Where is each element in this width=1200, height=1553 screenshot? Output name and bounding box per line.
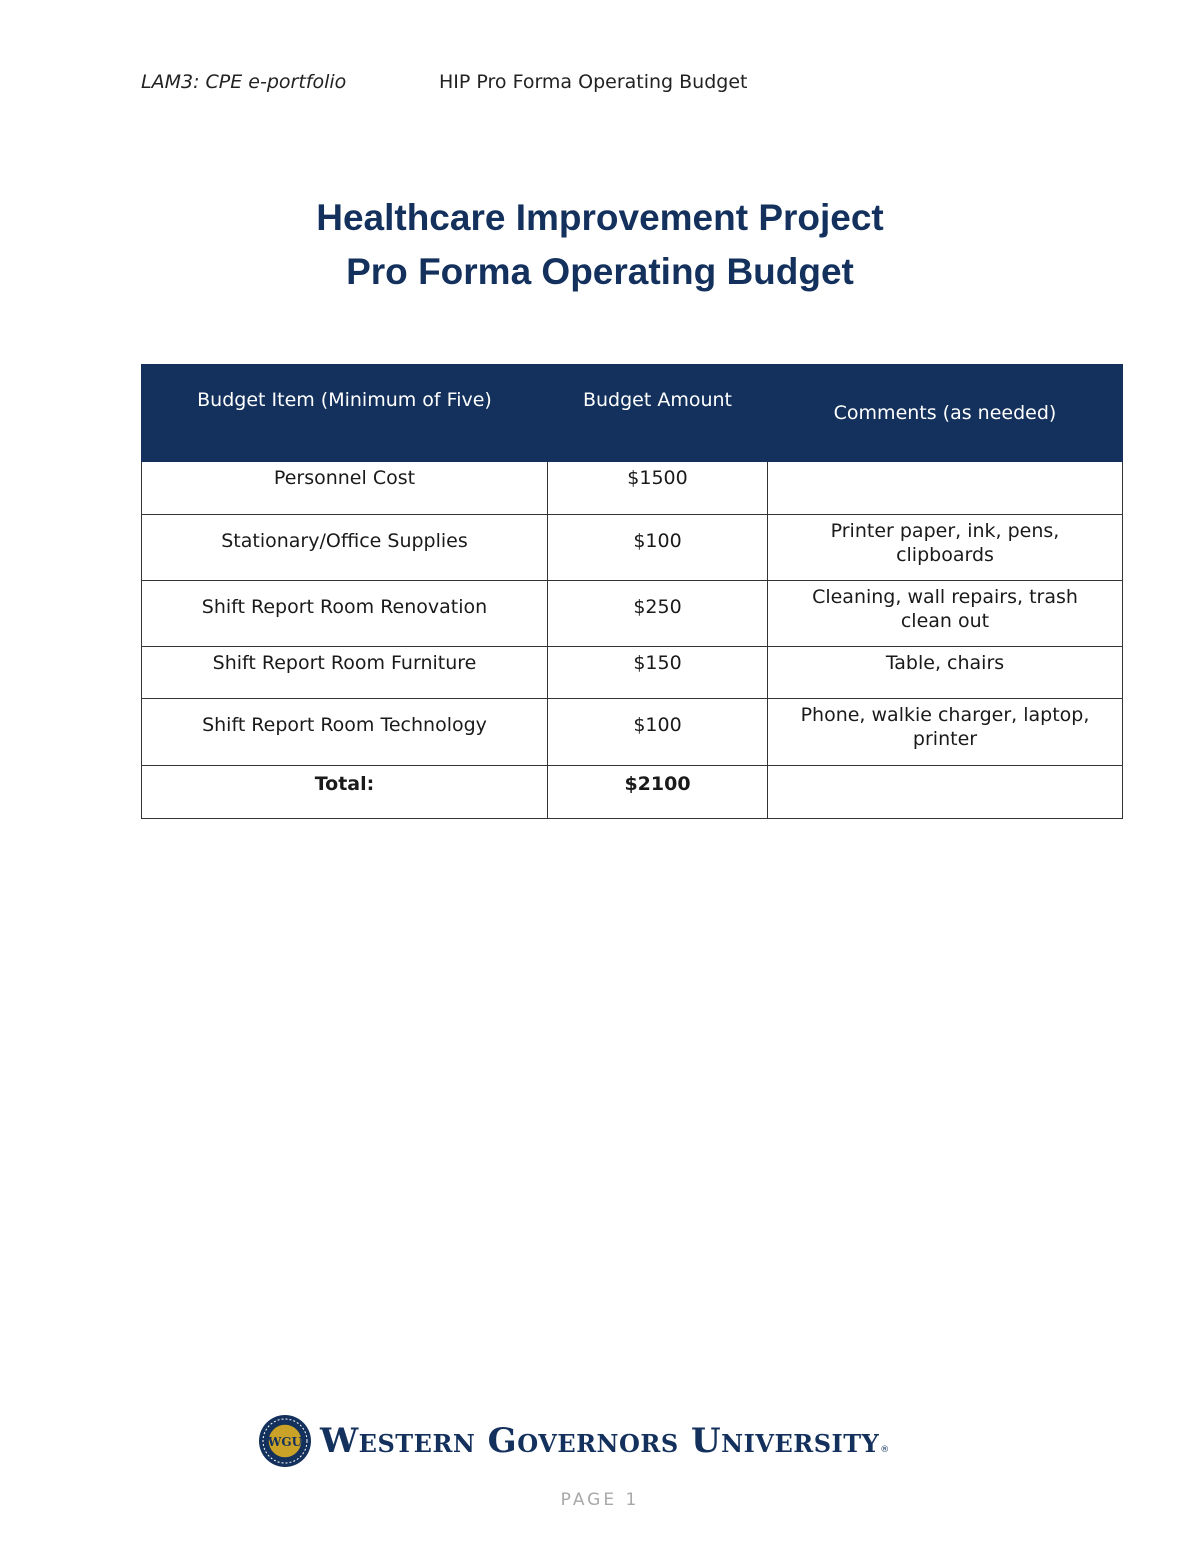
comment-line: Printer paper, ink, pens, [830,520,1060,542]
budget-table [141,364,1123,819]
registered-mark: ® [880,1445,890,1455]
comment-line: Table, chairs [885,652,1005,674]
column-header-budget-item: Budget Item (Minimum of Five) [142,365,548,462]
table-row [142,515,1123,581]
total-comment-cell [768,766,1123,819]
university-name: Western Governors University [320,1421,880,1461]
comment-cell [768,581,1123,647]
budget-amount-cell: $250 [548,581,768,647]
comment-line: clean out [900,610,990,632]
budget-item-cell: Stationary/Office Supplies [142,515,548,581]
budget-amount-cell: $100 [548,699,768,766]
university-seal-icon [258,1414,312,1468]
seal-monogram: WGU [267,1435,303,1449]
table-row [142,581,1123,647]
comment-cell [768,462,1123,515]
table-row [142,462,1123,515]
header-document-label: HIP Pro Forma Operating Budget [439,71,748,93]
table-row [142,699,1123,766]
page-title-line-1: Healthcare Improvement Project [316,197,884,238]
comment-line: Phone, walkie charger, laptop, [800,704,1090,726]
page-number: PAGE 1 [560,1490,640,1510]
budget-item-cell: Shift Report Room Renovation [142,581,548,647]
column-header-comments: Comments (as needed) [768,365,1123,462]
comment-cell [768,647,1123,699]
budget-item-cell: Shift Report Room Technology [142,699,548,766]
total-amount-cell: $2100 [548,766,768,819]
total-label-cell: Total: [142,766,548,819]
wgu-logo [258,1413,889,1469]
table-row [142,647,1123,699]
budget-item-cell: Personnel Cost [142,462,548,515]
comment-line: Cleaning, wall repairs, trash [812,586,1078,608]
comment-line: printer [912,728,978,750]
comment-cell [768,699,1123,766]
budget-amount-cell: $150 [548,647,768,699]
page-title-line-2: Pro Forma Operating Budget [346,251,854,292]
budget-item-cell: Shift Report Room Furniture [142,647,548,699]
budget-amount-cell: $100 [548,515,768,581]
table-header-row [142,365,1123,462]
comment-line: clipboards [896,544,994,566]
budget-amount-cell: $1500 [548,462,768,515]
comment-cell [768,515,1123,581]
table-total-row [142,766,1123,819]
header-course-label: LAM3: CPE e-portfolio [141,71,347,93]
column-header-budget-amount: Budget Amount [548,365,768,462]
